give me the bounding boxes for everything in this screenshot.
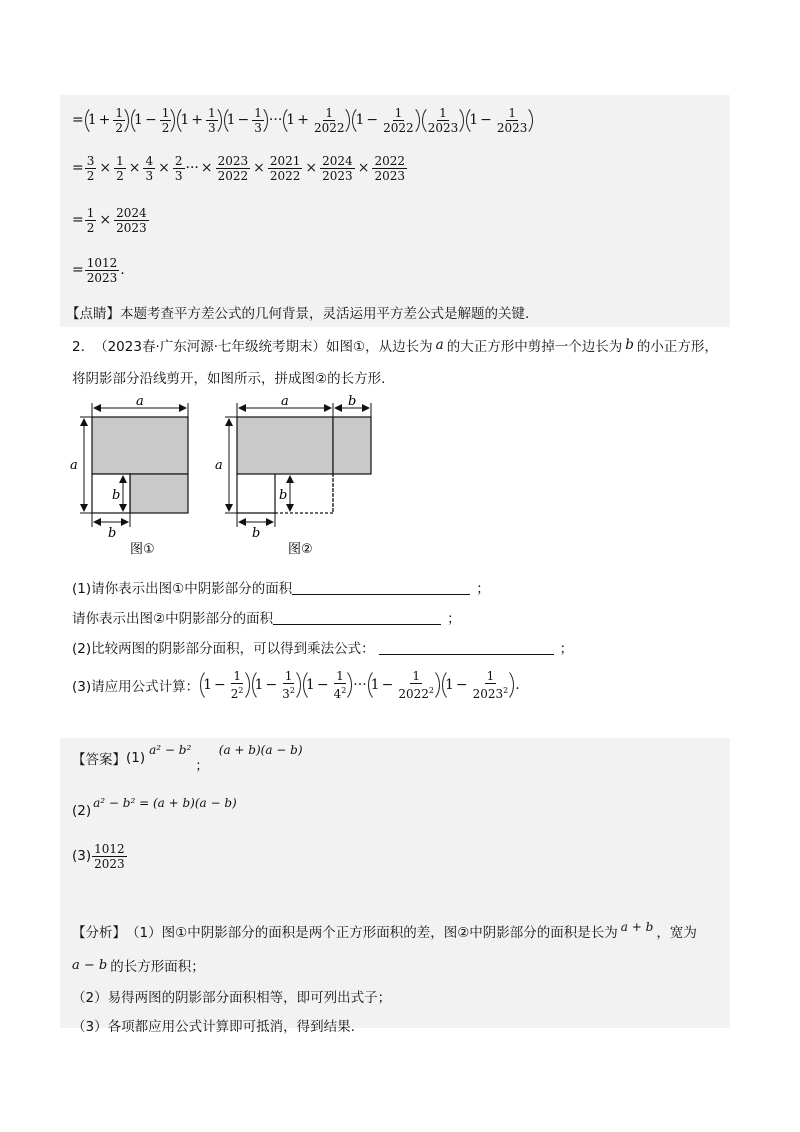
question-line-2: 将阴影部分沿线剪开，如图所示，拼成图②的长方形. (72, 371, 386, 387)
analysis-line-2: a − b 的长方形面积； (72, 957, 205, 975)
bracket: 1 + $\frac{1}{3}$ (177, 105, 221, 136)
part-2: (2)比较两图的阴影部分面积，可以得到乘法公式： ； (72, 641, 574, 657)
fig2-shaded-right (333, 417, 371, 474)
answer-blank-1a[interactable] (292, 580, 470, 595)
fig2-label-b-vertical: b (279, 488, 288, 503)
answer-blank-1b[interactable] (273, 610, 441, 625)
part-1b: 请你表示出图②中阴影部分的面积 ； (72, 611, 461, 627)
analysis-line-3: （2）易得两图的阴影部分面积相等，即可列出式子； (72, 990, 392, 1006)
fig1-small-square (92, 474, 130, 513)
equals-sign: = (72, 112, 84, 128)
equals-sign: = (72, 160, 84, 176)
solution-line-4: = $\frac{1012}{2023}$ . (72, 255, 125, 285)
fig1-label-a-top: a (136, 395, 144, 409)
bracket: 1 − $\frac{1}{2}$ (131, 105, 175, 136)
fig2-label-a-top: a (281, 395, 289, 409)
analysis-line-1: 【分析】 （1）图①中阴影部分的面积是两个正方形面积的差，图②中阴影部分的面积是长为 a + b ，宽为 (72, 920, 697, 941)
figure-2 (215, 395, 371, 557)
bracket: 1 − $\frac{1}{2022}$ (352, 105, 419, 136)
fig1-shaded-right (130, 474, 188, 513)
solution-line-2: = $\frac{3}{2}$ × $\frac{1}{2}$ × $\frac{4}{3}$ × $\frac{2}{3}$ ··· × $\frac{2023}{2022}$ × $\frac{2021}{2022}$ × $\frac{2024}{2023}$ × $\frac{2022}{2023}$ (72, 153, 405, 183)
solution-line-3: = $\frac{1}{2}$ × $\frac{2024}{2023}$ (72, 205, 147, 235)
fig2-caption: 图② (288, 542, 313, 557)
fig1-caption: 图① (130, 542, 155, 557)
bracket: 1 − $\frac{1}{2022^2}$ (368, 668, 440, 702)
answer-1: 【答案】 (1) a² − b² ； (a + b)(a − b) (72, 743, 303, 774)
answer-blank-2[interactable] (379, 640, 554, 655)
bracket: 1 − $\frac{1}{3}$ (224, 105, 268, 136)
analysis-line-4: （3）各项都应用公式计算即可抵消，得到结果. (72, 1019, 355, 1035)
fig1-shaded-top (92, 417, 188, 474)
bracket: 1 + $\frac{1}{2}$ (85, 105, 129, 136)
bracket: 1 − $\frac{1}{2^2}$ (200, 668, 249, 702)
fig1-label-b-bottom: b (108, 526, 117, 541)
bracket: 1 − $\frac{1}{4^2}$ (303, 668, 352, 702)
equals-sign: = (72, 212, 84, 228)
fig2-label-b-top: b (348, 395, 357, 409)
answer-3: (3) $\frac{1012}{2023}$ (72, 841, 125, 871)
fig2-label-a-left: a (215, 458, 223, 473)
figure-1 (70, 395, 188, 557)
bracket: 1 + $\frac{1}{2022}$ (283, 105, 350, 136)
part-1a: (1)请你表示出图①中阴影部分的面积 ； (72, 581, 490, 597)
part-3: (3)请应用公式计算： 1 − $\frac{1}{2^2}$ 1 − $\frac{1}{3^2}$ 1 − $\frac{1}{4^2}$ ··· 1 − $\frac{1}{2022^2}$ 1 − $\frac{1}{2023^2}$ . (72, 669, 520, 701)
fig1-label-b-vertical: b (112, 488, 121, 503)
comment-line: 【点睛】本题考查平方差公式的几何背景，灵活运用平方差公式是解题的关键. (66, 306, 530, 322)
solution-line-1 (72, 100, 534, 140)
bracket: 1 − $\frac{1}{2023^2}$ (442, 668, 514, 702)
fig2-label-b-bottom: b (252, 526, 261, 541)
bracket: $\frac{1}{2023}$ (422, 105, 465, 136)
question-line-1: 2． （2023春·广东河源·七年级统考期末） 如图①，从边长为 a 的大正方形中剪掉一个边长为 b 的小正方形， (72, 337, 718, 355)
answer-2: (2) a² − b² = (a + b)(a − b) (72, 796, 237, 819)
figures (60, 395, 400, 560)
bracket: 1 − $\frac{1}{3^2}$ (252, 668, 301, 702)
bracket: 1 − $\frac{1}{2023}$ (466, 105, 533, 136)
equals-sign: = (72, 262, 84, 278)
ellipsis: ··· (268, 112, 283, 128)
fig1-label-a-left: a (70, 458, 78, 473)
fig2-shaded-left (237, 417, 333, 474)
